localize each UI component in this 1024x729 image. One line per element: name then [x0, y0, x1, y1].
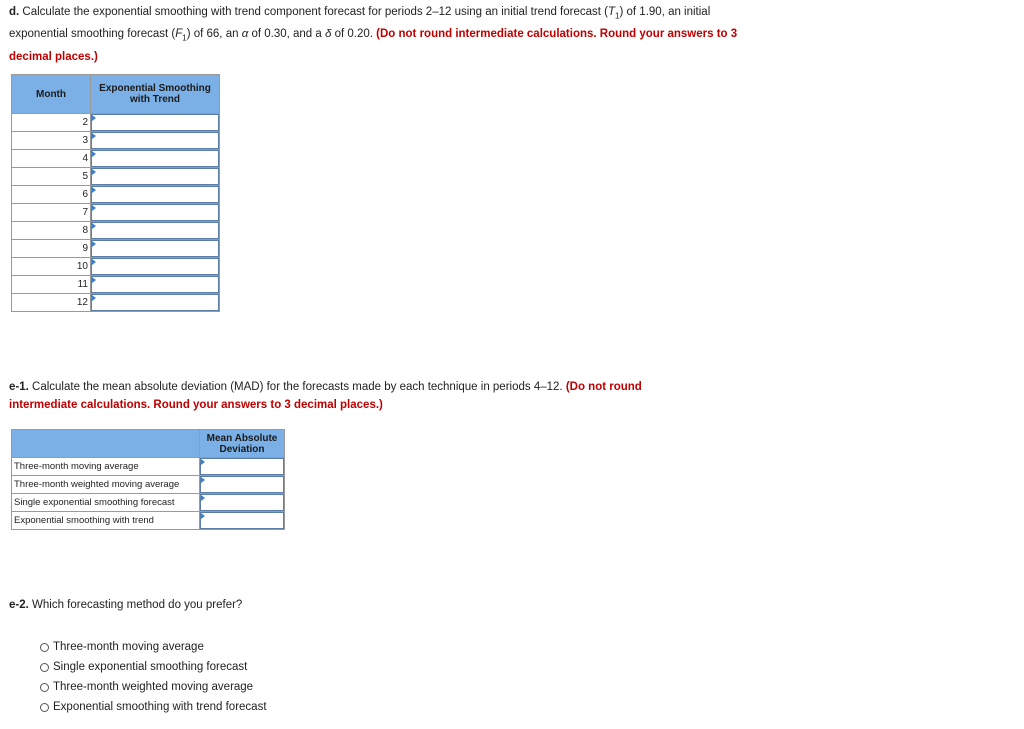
table-row [12, 240, 220, 258]
mad-input-2[interactable] [200, 476, 284, 493]
month-cell: 4 [12, 150, 91, 168]
table-row [12, 186, 220, 204]
forecast-cell [91, 204, 220, 222]
mad-column-header: Mean Absolute Deviation [200, 430, 285, 458]
part-e1-instructions [9, 378, 709, 414]
table-row [12, 512, 285, 530]
mad-blank-header [12, 430, 200, 458]
month-cell: 12 [12, 294, 91, 312]
part-e2-text: Which forecasting method do you prefer? [28, 599, 243, 611]
forecast-cell [91, 132, 220, 150]
input-flag-icon [92, 295, 96, 301]
mad-cell [200, 512, 285, 530]
part-d-label: d. [9, 6, 20, 18]
part-d-text-5: of 0.20. [331, 28, 377, 41]
table-row [12, 258, 220, 276]
forecast-input-month-12[interactable] [91, 294, 219, 311]
trend-subscript: 1 [615, 11, 620, 21]
part-d-text-2: ) of 1.90, an initial exponential smoothing forecast ( [9, 6, 711, 41]
forecast-cell [91, 240, 220, 258]
input-flag-icon [201, 459, 205, 465]
part-e2-question [9, 596, 242, 614]
part-e2-label: e-2. [9, 599, 29, 611]
table-row [12, 150, 220, 168]
input-flag-icon [92, 277, 96, 283]
method-label: Three-month moving average [12, 458, 200, 476]
method-option[interactable] [40, 697, 267, 717]
forecast-cell [91, 276, 220, 294]
forecast-input-month-8[interactable] [91, 222, 219, 239]
input-flag-icon [92, 241, 96, 247]
input-flag-icon [92, 151, 96, 157]
table-row [12, 222, 220, 240]
month-cell: 7 [12, 204, 91, 222]
forecast-cell [91, 150, 220, 168]
delta-symbol: δ [324, 28, 332, 41]
option-label: Three-month weighted moving average [53, 681, 254, 693]
table-row [12, 204, 220, 222]
month-cell: 2 [12, 114, 91, 132]
forecast-cell [91, 294, 220, 312]
forecast-input-month-7[interactable] [91, 204, 219, 221]
forecast-cell [91, 114, 220, 132]
table-row [12, 476, 285, 494]
forecast-input-month-6[interactable] [91, 186, 219, 203]
forecast-column-header: Exponential Smoothing with Trend [91, 75, 220, 114]
input-flag-icon [92, 169, 96, 175]
method-label: Three-month weighted moving average [12, 476, 200, 494]
forecast-input-month-11[interactable] [91, 276, 219, 293]
mad-table [11, 429, 285, 530]
radio-button[interactable] [40, 703, 49, 712]
radio-button[interactable] [40, 683, 49, 692]
forecast-input-month-5[interactable] [91, 168, 219, 185]
input-flag-icon [92, 115, 96, 121]
input-flag-icon [92, 205, 96, 211]
table-row [12, 294, 220, 312]
option-label: Three-month moving average [53, 641, 204, 653]
forecast-input-month-9[interactable] [91, 240, 219, 257]
input-flag-icon [92, 133, 96, 139]
alpha-symbol: α [241, 28, 249, 41]
part-d-instructions [9, 3, 749, 66]
part-e1-label: e-1. [9, 381, 29, 393]
part-d-text-3: ) of 66, an [186, 28, 242, 41]
month-cell: 8 [12, 222, 91, 240]
input-flag-icon [92, 187, 96, 193]
forecast-cell [91, 222, 220, 240]
part-d-text-4: of 0.30, and a [248, 28, 325, 41]
table-row [12, 168, 220, 186]
input-flag-icon [201, 495, 205, 501]
part-e1-text: Calculate the mean absolute deviation (MAD) for the forecasts made by each technique in periods 4–12. [28, 381, 566, 393]
method-option[interactable] [40, 657, 267, 677]
part-d-text-1: Calculate the exponential smoothing with trend component forecast for periods 2–12 using an initial trend forecast ( [19, 6, 608, 18]
table-row [12, 132, 220, 150]
month-cell: 6 [12, 186, 91, 204]
month-cell: 3 [12, 132, 91, 150]
forecast-input-month-10[interactable] [91, 258, 219, 275]
forecast-symbol: F [175, 28, 183, 41]
trend-forecast-table [11, 74, 220, 312]
mad-cell [200, 494, 285, 512]
radio-button[interactable] [40, 663, 49, 672]
mad-cell [200, 476, 285, 494]
method-options [40, 637, 267, 717]
forecast-input-month-3[interactable] [91, 132, 219, 149]
method-option[interactable] [40, 637, 267, 657]
forecast-input-month-4[interactable] [91, 150, 219, 167]
mad-input-3[interactable] [200, 494, 284, 511]
table-row [12, 494, 285, 512]
forecast-cell [91, 258, 220, 276]
option-label: Exponential smoothing with trend forecast [53, 701, 267, 713]
mad-cell [200, 458, 285, 476]
input-flag-icon [201, 477, 205, 483]
part-e1-note: (Do not round intermediate calculations. Round your answers to 3 decimal places.) [9, 381, 642, 411]
mad-input-1[interactable] [200, 458, 284, 475]
method-label: Single exponential smoothing forecast [12, 494, 200, 512]
table-row [12, 458, 285, 476]
month-cell: 9 [12, 240, 91, 258]
forecast-cell [91, 168, 220, 186]
month-cell: 11 [12, 276, 91, 294]
input-flag-icon [201, 513, 205, 519]
input-flag-icon [92, 259, 96, 265]
trend-symbol: T [608, 6, 616, 18]
table-row [12, 276, 220, 294]
method-option[interactable] [40, 677, 267, 697]
input-flag-icon [92, 223, 96, 229]
month-column-header: Month [12, 75, 91, 114]
forecast-cell [91, 186, 220, 204]
forecast-input-month-2[interactable] [91, 114, 219, 131]
table-row [12, 114, 220, 132]
forecast-subscript: 1 [182, 33, 187, 43]
mad-input-4[interactable] [200, 512, 284, 529]
option-label: Single exponential smoothing forecast [53, 661, 248, 673]
month-cell: 10 [12, 258, 91, 276]
part-d-note: (Do not round intermediate calculations. Round your answers to 3 decimal places.) [9, 28, 738, 63]
method-label: Exponential smoothing with trend [12, 512, 200, 530]
radio-button[interactable] [40, 643, 49, 652]
month-cell: 5 [12, 168, 91, 186]
